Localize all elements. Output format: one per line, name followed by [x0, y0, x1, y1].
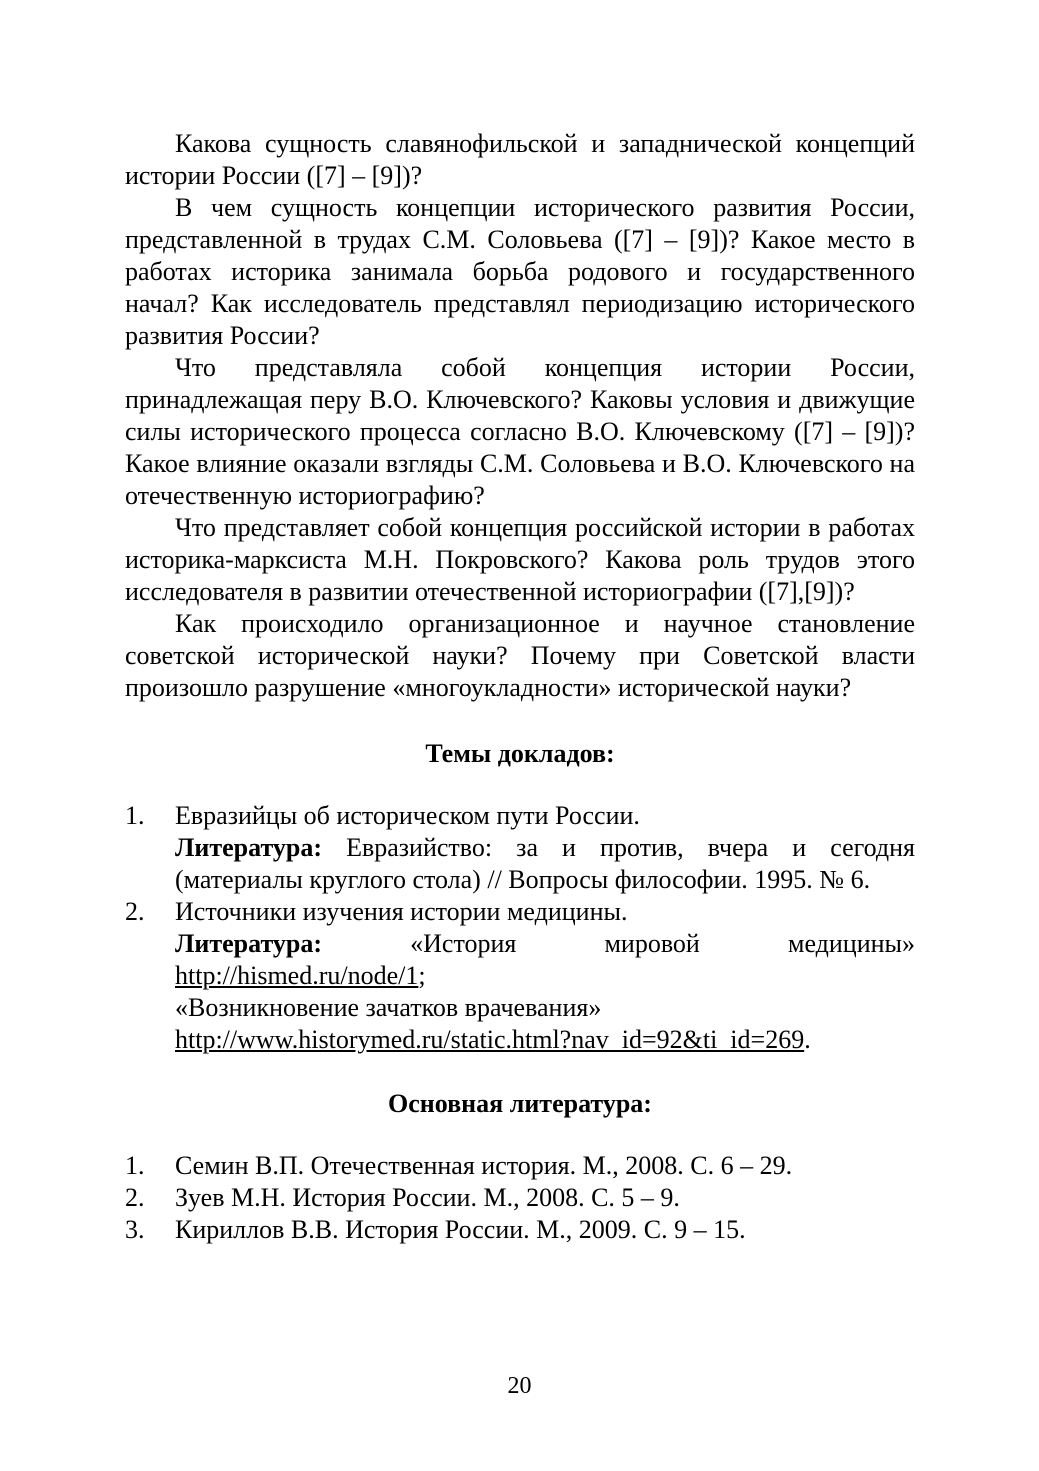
hismed-link[interactable]: http://hismed.ru/node/1: [175, 961, 419, 990]
literature-label: Литература:: [175, 929, 322, 958]
link-suffix: ;: [418, 961, 426, 990]
literature-item-2: [125, 1182, 915, 1214]
literature-word: медицины»: [787, 929, 915, 958]
question-paragraph-2: В чем сущность концепции исторического развития России, представленной в трудах С.М. Соловьева ([7] – [9])? Какое место в работах историка занимала борьба родового и государственного начал? Как исследователь представлял периодизацию исторического развития России?: [125, 193, 915, 350]
reports-heading: Темы докладов:: [425, 739, 615, 768]
page-number: 20: [507, 1373, 532, 1399]
literature-word: «История: [410, 929, 517, 958]
source-title: «Возникновение зачатков врачевания»: [175, 993, 602, 1022]
report-item-2: [125, 896, 915, 1056]
literature-item-number: 3.: [125, 1215, 145, 1244]
main-literature-heading: Основная литература:: [388, 1089, 652, 1118]
reports-list: [125, 800, 915, 1056]
literature-item-number: 2.: [125, 1183, 145, 1212]
report-item-1: [125, 800, 915, 896]
report-title: Евразийцы об историческом пути России.: [175, 801, 640, 830]
literature-item-text: Зуев М.Н. История России. М., 2008. С. 5 – 9.: [175, 1183, 680, 1212]
link-line-1: [175, 960, 915, 992]
literature-item-text: Кириллов В.В. История России. М., 2009. С. 9 – 15.: [175, 1215, 746, 1244]
literature-item-1: [125, 1150, 915, 1182]
literature-item-text: Семин В.П. Отечественная история. М., 2008. С. 6 – 29.: [175, 1151, 793, 1180]
question-paragraph-3: Что представляла собой концепция истории России, принадлежащая перу В.О. Ключевского? Каковы условия и движущие силы исторического процесса согласно В.О. Ключевскому ([7] – [9])? Какое влияние оказали взгляды С.М. Соловьева и В.О. Ключевского на отечественную историографию?: [125, 353, 915, 510]
literature-text: Евразийство: за и против, вчера и сегодня (материалы круглого стола) // Вопросы философии. 1995. № 6.: [175, 833, 915, 894]
report-literature: [175, 832, 915, 896]
report-item-number: 2.: [125, 897, 145, 926]
question-paragraph-4: Что представляет собой концепция российской истории в работах историка-марксиста М.Н. Покровского? Какова роль трудов этого исследователя в развитии отечественной историографии ([7],[9])?: [125, 513, 915, 606]
link-line-2: [175, 1024, 915, 1056]
question-paragraph-5: Как происходило организационное и научное становление советской исторической науки? Почему при Советской власти произошло разрушение «многоукладности» исторической науки?: [125, 609, 915, 702]
main-literature-list: [125, 1150, 915, 1246]
literature-label: Литература:: [175, 833, 322, 862]
literature-word: мировой: [604, 929, 700, 958]
link-suffix: .: [804, 1025, 811, 1054]
literature-item-number: 1.: [125, 1151, 145, 1180]
report-item-number: 1.: [125, 801, 145, 830]
document-page: [125, 128, 915, 1246]
literature-item-3: [125, 1214, 915, 1246]
report-literature-line: [175, 928, 915, 960]
historymed-link[interactable]: http://www.historymed.ru/static.html?nav_id=92&ti_id=269: [175, 1025, 805, 1054]
report-title: Источники изучения истории медицины.: [175, 897, 628, 926]
question-paragraph-1: Какова сущность славянофильской и западнической концепций истории России ([7] – [9])?: [125, 129, 915, 190]
